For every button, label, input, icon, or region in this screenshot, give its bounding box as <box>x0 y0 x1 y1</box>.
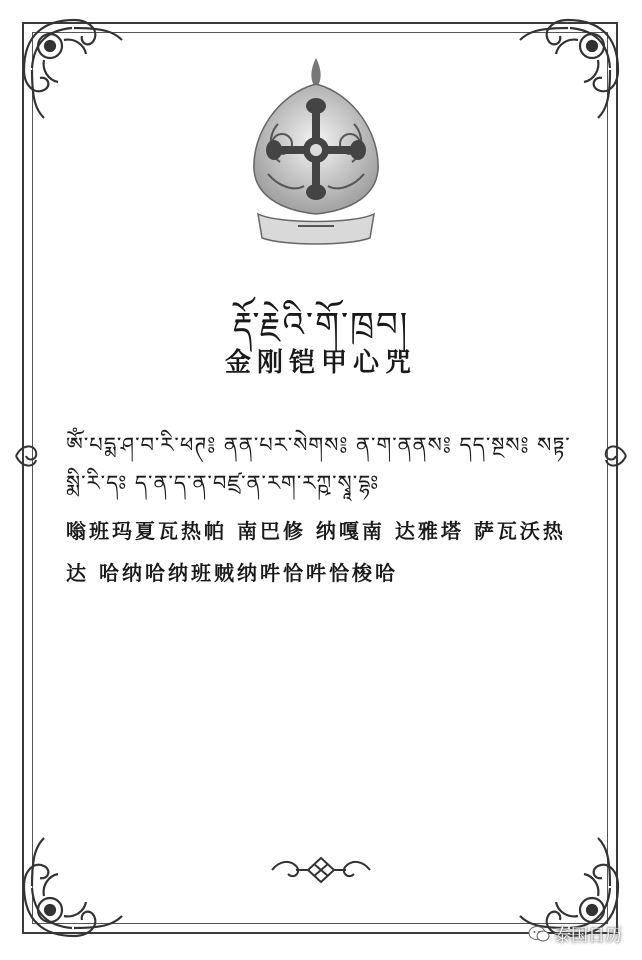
title-chinese: 金刚铠甲心咒 <box>224 348 417 378</box>
wechat-icon <box>528 925 550 943</box>
mantra-tibetan-text: ཨོཾ་པདྨ་ཤ་བ་རི་ཕཊ༔ ནན་པར་སེགས༔ ན་ག་ནནས༔ དད་སྔས༔ སཏྟ་སྨི་རི་དཿ ད་ན་ད་ན་བཛྲ་ན་རག་རཀྵ་སྭཱ་དྷཿ <box>66 433 571 495</box>
endless-knot-ornament <box>266 852 376 888</box>
corner-ornament-top-left <box>14 10 124 120</box>
corner-ornament-bottom-left <box>14 836 124 946</box>
corner-ornament-top-right <box>518 10 628 120</box>
mantra-chinese-text: 嗡班玛夏瓦热帕 南巴修 纳嘎南 达雅塔 萨瓦沃热达 哈纳哈纳班贼纳吽恰吽恰梭哈 <box>66 519 566 585</box>
side-ornament-right <box>600 436 630 476</box>
watermark <box>528 921 622 946</box>
title-tibetan: རྡོ་རྗེའི་གོ་ཁྲབ། <box>232 305 410 345</box>
dorje-emblem-logo <box>238 54 394 250</box>
side-ornament-left <box>12 436 42 476</box>
watermark-text: 泰国日历 <box>554 926 622 946</box>
